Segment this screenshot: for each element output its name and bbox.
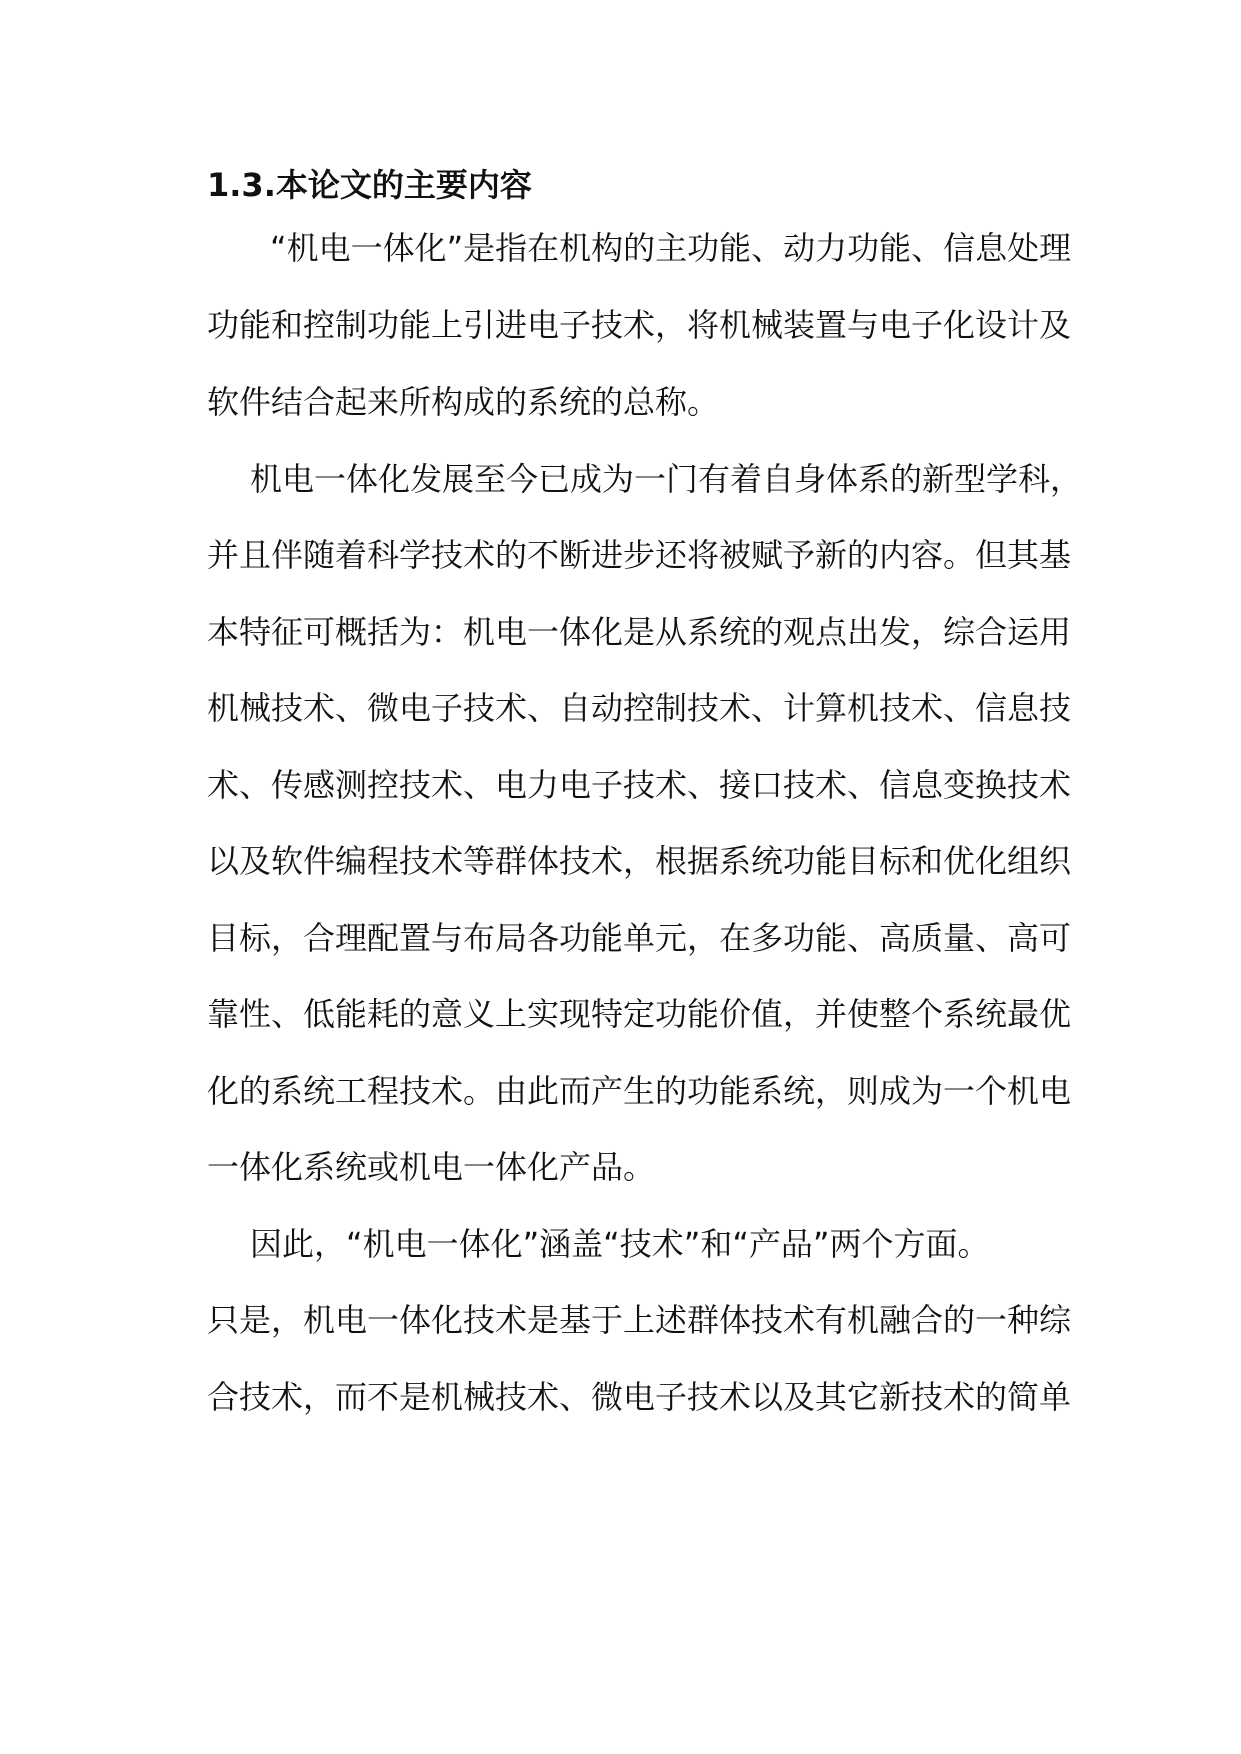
paragraph-2-line-1: 机电一体化发展至今已成为一门有着自身体系的新型学科， <box>250 460 1083 498</box>
paragraph-1-line-1: “机电一体化”是指在机构的主功能、动力功能、信息处理 <box>270 229 1072 267</box>
paragraph-3-line-1: 因此，“机电一体化”涵盖“技术”和“产品”两个方面。 <box>250 1225 990 1263</box>
paragraph-2-line-5: 术、传感测控技术、电力电子技术、接口技术、信息变换技术 <box>207 766 1072 804</box>
paragraph-2-line-10: 一体化系统或机电一体化产品。 <box>207 1148 656 1186</box>
paragraph-1-line-3: 软件结合起来所构成的系统的总称。 <box>207 383 720 421</box>
paragraph-3-line-2: 只是，机电一体化技术是基于上述群体技术有机融合的一种综 <box>207 1301 1072 1339</box>
paragraph-2-line-4: 机械技术、微电子技术、自动控制技术、计算机技术、信息技 <box>207 689 1072 727</box>
section-heading: 1.3.本论文的主要内容 <box>207 166 532 204</box>
paragraph-2-line-9: 化的系统工程技术。由此而产生的功能系统，则成为一个机电 <box>207 1072 1072 1110</box>
paragraph-2-line-2: 并且伴随着科学技术的不断进步还将被赋予新的内容。但其基 <box>207 536 1072 574</box>
paragraph-2-line-8: 靠性、低能耗的意义上实现特定功能价值，并使整个系统最优 <box>207 995 1072 1033</box>
paragraph-2-line-7: 目标，合理配置与布局各功能单元，在多功能、高质量、高可 <box>207 919 1072 957</box>
paragraph-2-line-6: 以及软件编程技术等群体技术，根据系统功能目标和优化组织 <box>207 842 1072 880</box>
paragraph-2-line-3: 本特征可概括为：机电一体化是从系统的观点出发，综合运用 <box>207 613 1072 651</box>
paragraph-3-line-3: 合技术，而不是机械技术、微电子技术以及其它新技术的简单 <box>207 1378 1072 1416</box>
paragraph-1-line-2: 功能和控制功能上引进电子技术，将机械装置与电子化设计及 <box>207 306 1072 344</box>
